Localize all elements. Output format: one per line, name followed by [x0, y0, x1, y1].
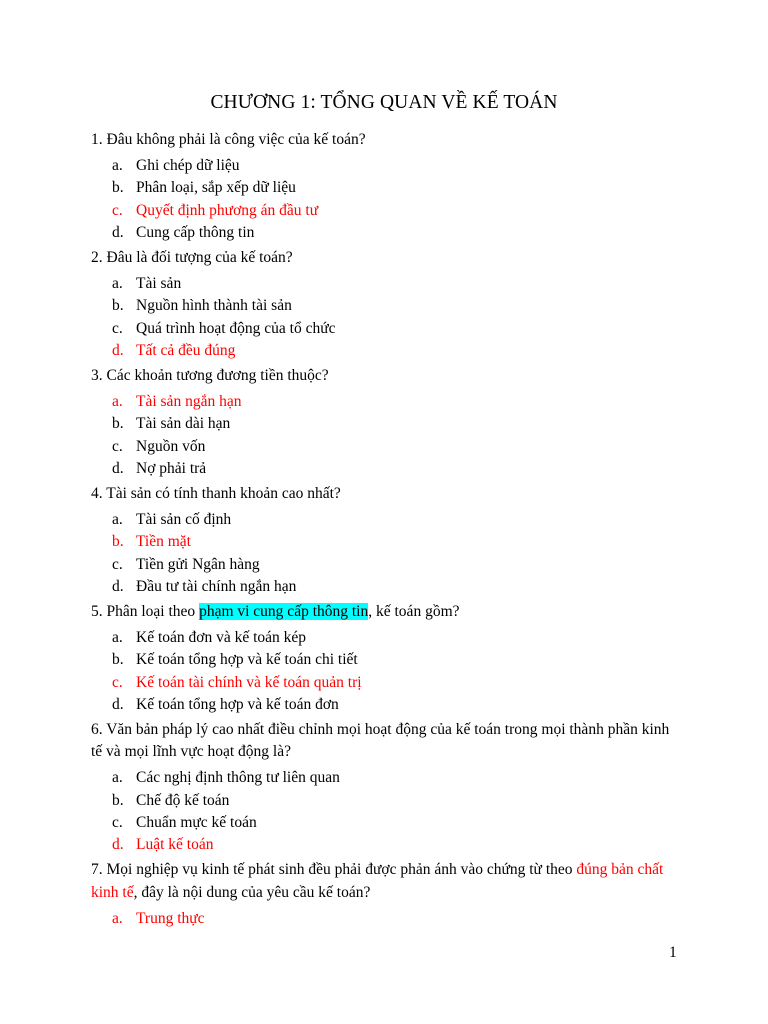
option-1d — [91, 222, 681, 244]
option-2d-correct — [91, 340, 681, 362]
option-letter: a. — [112, 275, 123, 293]
option-letter: a. — [112, 511, 123, 529]
option-text: Tiền mặt — [136, 533, 191, 551]
options-1 — [91, 155, 681, 244]
option-text: Chuẩn mực kế toán — [136, 813, 257, 831]
question-text: , đây là nội dung của yêu cầu kế toán? — [133, 883, 371, 901]
options-4 — [91, 509, 681, 598]
option-text: Phân loại, sắp xếp dữ liệu — [136, 179, 296, 197]
option-text: Ghi chép dữ liệu — [136, 157, 240, 175]
option-1a — [91, 155, 681, 177]
option-text: Chế độ kế toán — [136, 791, 230, 809]
option-text: Tài sản ngắn hạn — [136, 393, 242, 411]
emphasized-phrase: đúng bản chất kinh tế — [91, 861, 664, 901]
options-5 — [91, 627, 681, 716]
option-text: Tài sản dài hạn — [136, 415, 231, 433]
option-letter: d. — [112, 223, 124, 241]
option-letter: a. — [112, 393, 123, 411]
option-letter: b. — [112, 297, 124, 315]
option-5d — [91, 694, 681, 716]
option-letter: b. — [112, 415, 124, 433]
option-4c — [91, 554, 681, 576]
option-3b — [91, 413, 681, 435]
question-2: 2. Đâu là đối tượng của kế toán? — [91, 249, 293, 267]
options-3 — [91, 391, 681, 480]
option-letter: d. — [112, 459, 124, 477]
option-letter: d. — [112, 695, 124, 713]
option-letter: b. — [112, 533, 124, 551]
options-2 — [91, 273, 681, 362]
option-7a-correct — [91, 908, 681, 930]
options-7 — [91, 908, 681, 930]
option-text: Cung cấp thông tin — [136, 223, 255, 241]
question-list — [91, 129, 681, 933]
option-text: Quyết định phương án đầu tư — [136, 201, 319, 219]
question-text: 5. Phân loại theo — [91, 603, 200, 621]
options-6 — [91, 767, 681, 856]
option-3c — [91, 436, 681, 458]
option-text: Nguồn hình thành tài sản — [136, 297, 292, 315]
option-letter: a. — [112, 629, 123, 647]
option-text: Kế toán đơn và kế toán kép — [136, 629, 307, 647]
option-5a — [91, 627, 681, 649]
option-letter: a. — [112, 909, 123, 927]
option-text: Các nghị định thông tư liên quan — [136, 769, 340, 787]
option-6a — [91, 767, 681, 789]
highlighted-phrase: phạm vi cung cấp thông tin — [199, 603, 369, 621]
question-text: , kế toán gồm? — [368, 603, 460, 621]
option-text: Tài sản cố định — [136, 511, 232, 529]
option-text: Nợ phải trả — [136, 459, 207, 477]
chapter-title: CHƯƠNG 1: TỔNG QUAN VỀ KẾ TOÁN — [210, 92, 558, 113]
question-text: 7. Mọi nghiệp vụ kinh tế phát sinh đều phải được phản ánh vào chứng từ theo — [91, 861, 577, 879]
option-letter: b. — [112, 179, 124, 197]
option-text: Tất cả đều đúng — [136, 341, 236, 359]
option-4a — [91, 509, 681, 531]
option-letter: a. — [112, 157, 123, 175]
option-6c — [91, 812, 681, 834]
option-text: Đầu tư tài chính ngắn hạn — [136, 577, 297, 595]
question-4: 4. Tài sản có tính thanh khoản cao nhất? — [91, 485, 341, 503]
option-letter: c. — [112, 813, 123, 831]
option-text: Kế toán tài chính và kế toán quản trị — [136, 673, 362, 691]
option-6d-correct — [91, 834, 681, 856]
option-3a-correct — [91, 391, 681, 413]
option-letter: c. — [112, 555, 123, 573]
option-text: Trung thực — [136, 909, 205, 927]
option-2c — [91, 318, 681, 340]
option-letter: c. — [112, 437, 123, 455]
option-letter: c. — [112, 319, 123, 337]
option-2a — [91, 273, 681, 295]
option-letter: b. — [112, 791, 124, 809]
option-1c-correct — [91, 200, 681, 222]
option-letter: c. — [112, 201, 123, 219]
question-5 — [91, 601, 681, 623]
option-letter: d. — [112, 341, 124, 359]
option-1b — [91, 177, 681, 199]
option-2b — [91, 295, 681, 317]
question-7 — [91, 859, 681, 903]
page-number: 1 — [669, 944, 677, 961]
option-text: Kế toán tổng hợp và kế toán đơn — [136, 695, 339, 713]
option-text: Luật kế toán — [136, 836, 214, 854]
option-letter: b. — [112, 651, 124, 669]
option-letter: a. — [112, 769, 123, 787]
option-5c-correct — [91, 672, 681, 694]
option-5b — [91, 649, 681, 671]
question-6: 6. Văn bản pháp lý cao nhất điều chỉnh mọi hoạt động của kế toán trong mọi thành phần kinh tế và mọi lĩnh vực hoạt động là? — [91, 721, 670, 761]
option-6b — [91, 790, 681, 812]
option-letter: d. — [112, 577, 124, 595]
option-text: Tiền gửi Ngân hàng — [136, 555, 260, 573]
option-text: Kế toán tổng hợp và kế toán chi tiết — [136, 651, 358, 669]
option-text: Quá trình hoạt động của tổ chức — [136, 319, 336, 337]
option-text: Nguồn vốn — [136, 437, 206, 455]
option-4b-correct — [91, 531, 681, 553]
question-3: 3. Các khoản tương đương tiền thuộc? — [91, 367, 329, 385]
option-text: Tài sản — [136, 275, 182, 293]
option-letter: c. — [112, 673, 123, 691]
option-letter: d. — [112, 836, 124, 854]
option-3d — [91, 458, 681, 480]
question-1: 1. Đâu không phải là công việc của kế toán? — [91, 131, 366, 148]
option-4d — [91, 576, 681, 598]
